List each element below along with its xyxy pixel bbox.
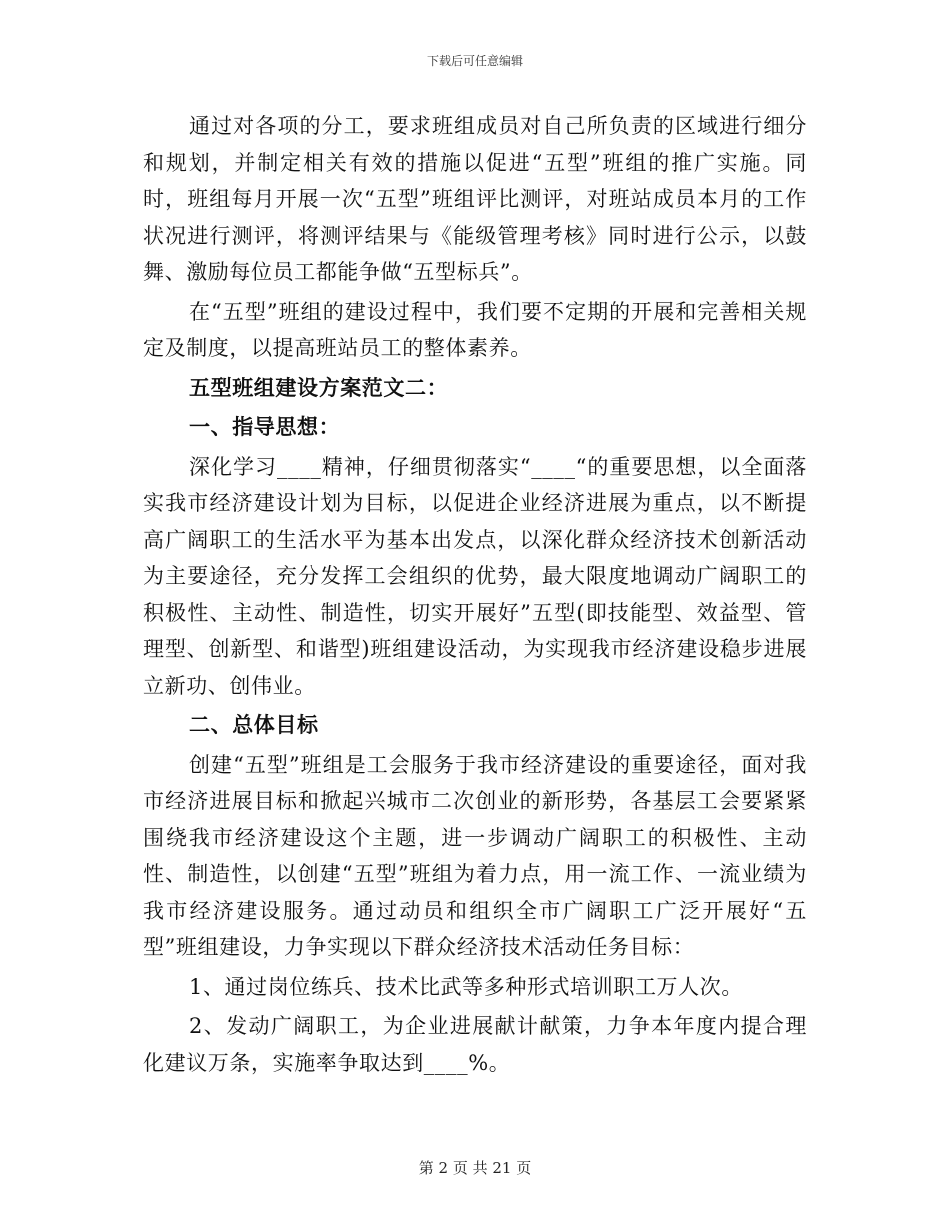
section-heading: 二、总体目标	[189, 713, 319, 737]
page-header: 下载后可任意编辑	[426, 54, 523, 68]
document-body	[143, 108, 807, 1084]
section-heading: 一、指导思想：	[189, 415, 341, 439]
page-footer: 第 2 页 共 21 页	[418, 1159, 532, 1177]
paragraph: 在“五型”班组的建设过程中，我们要不定期的开展和完善相关规定及制度，以提高班站员工的整体素养。	[143, 299, 807, 360]
paragraph: 创建“五型”班组是工会服务于我市经济建设的重要途径，面对我市经济进展目标和掀起兴城市二次创业的新形势，各基层工会要紧紧围绕我市经济建设这个主题，进一步调动广阔职工的积极性、主动性、制造性，以创建“五型”班组为着力点，用一流工作、一流业绩为我市经济建设服务。通过动员和组织全市广阔职工广泛开展好“五型”班组建设，力争实现以下群众经济技术活动任务目标：	[143, 752, 807, 959]
paragraph: 通过对各项的分工，要求班组成员对自己所负责的区域进行细分和规划，并制定相关有效的措施以促进“五型”班组的推广实施。同时，班组每月开展一次“五型”班组评比测评，对班站成员本月的工作状况进行测评，将测评结果与《能级管理考核》同时进行公示，以鼓舞、激励每位员工都能争做“五型标兵”。	[143, 114, 807, 284]
section-heading: 五型班组建设方案范文二：	[189, 375, 449, 400]
list-item: 2、发动广阔职工，为企业进展献计献策，力争本年度内提合理化建议万条，实施率争取达到____%。	[143, 1014, 807, 1075]
paragraph: 深化学习____精神，仔细贯彻落实“____“的重要思想，以全面落实我市经济建设计划为目标，以促进企业经济进展为重点，以不断提高广阔职工的生活水平为基本出发点，以深化群众经济技术创新活动为主要途径，充分发挥工会组织的优势，最大限度地调动广阔职工的积极性、主动性、制造性，切实开展好”五型(即技能型、效益型、管理型、创新型、和谐型)班组建设活动，为实现我市经济建设稳步进展立新功、创伟业。	[143, 454, 807, 698]
list-item: 1、通过岗位练兵、技术比武等多种形式培训职工万人次。	[189, 974, 743, 999]
